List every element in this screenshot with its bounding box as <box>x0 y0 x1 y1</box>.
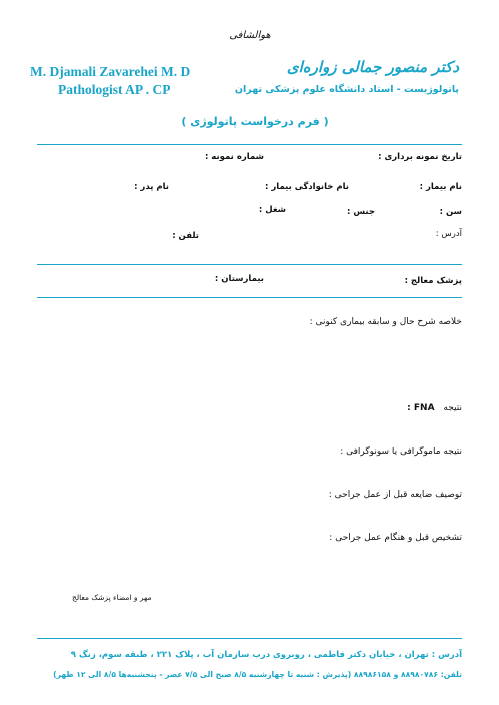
phone-label: تلفن : <box>172 231 199 241</box>
hospital-label: بیمارستان : <box>214 274 264 284</box>
doctor-name-fa: دکتر منصور جمالی زواره‌ای <box>286 58 459 76</box>
doctor-name-en: M. Djamali Zavarehei M. D <box>30 64 191 79</box>
lesion-description-label: توصیف ضایعه قبل از عمل جراحی : <box>328 490 462 500</box>
father-name-label: نام پدر : <box>134 182 169 192</box>
doctor-title-fa: پاتولوژیست - استاد دانشگاه علوم پزشکی تهران <box>234 84 459 95</box>
sampling-date-label: تاریخ نمونه برداری : <box>378 152 462 162</box>
fna-word: نتیجه <box>443 403 462 413</box>
invocation-text: هوالشافی <box>229 30 271 41</box>
physician-label: پزشک معالج : <box>404 276 462 286</box>
footer-address: آدرس : تهران ، خیابان دکتر فاطمی ، روبروی درب سازمان آب ، پلاک ۲۲۱ ، طبقه سوم، زنگ ۹ <box>70 650 462 660</box>
fna-label <box>407 403 462 413</box>
stamp-signature-label: مهر و امضاء پزشک معالج <box>72 593 152 602</box>
gender-label: جنس : <box>347 207 375 217</box>
age-label: سن : <box>439 207 462 217</box>
patient-name-label: نام بیمار : <box>419 182 462 192</box>
fna-code: FNA : <box>407 403 435 413</box>
mid-divider-1 <box>37 264 462 265</box>
sample-number-label: شماره نمونه : <box>204 152 264 162</box>
diagnosis-label: تشخیص قبل و هنگام عمل جراحی : <box>329 533 462 543</box>
job-label: شغل : <box>258 205 286 215</box>
mammography-label: نتیجه ماموگرافی یا سونوگرافی : <box>340 447 462 457</box>
footer-phone: تلفن: ۸۸۹۸۰۷۸۶ و ۸۸۹۸۶۱۵۸ (پذیرش : شنبه تا چهارشنبه ۸/۵ صبح الی ۷/۵ عصر - پنجشنبه‌ها ۸/۵ الی ۱۲ ظهر) <box>53 670 462 679</box>
mid-divider-2 <box>37 297 462 298</box>
address-label: آدرس : <box>435 229 462 239</box>
doctor-title-en: Pathologist AP . CP <box>58 82 171 97</box>
form-title: ( فرم درخواست پاتولوژی ) <box>181 115 329 128</box>
footer-divider <box>37 638 462 639</box>
history-label: خلاصه شرح حال و سابقه بیماری کنونی : <box>309 317 462 327</box>
patient-family-label: نام خانوادگی بیمار : <box>265 182 349 192</box>
top-divider <box>37 144 462 145</box>
